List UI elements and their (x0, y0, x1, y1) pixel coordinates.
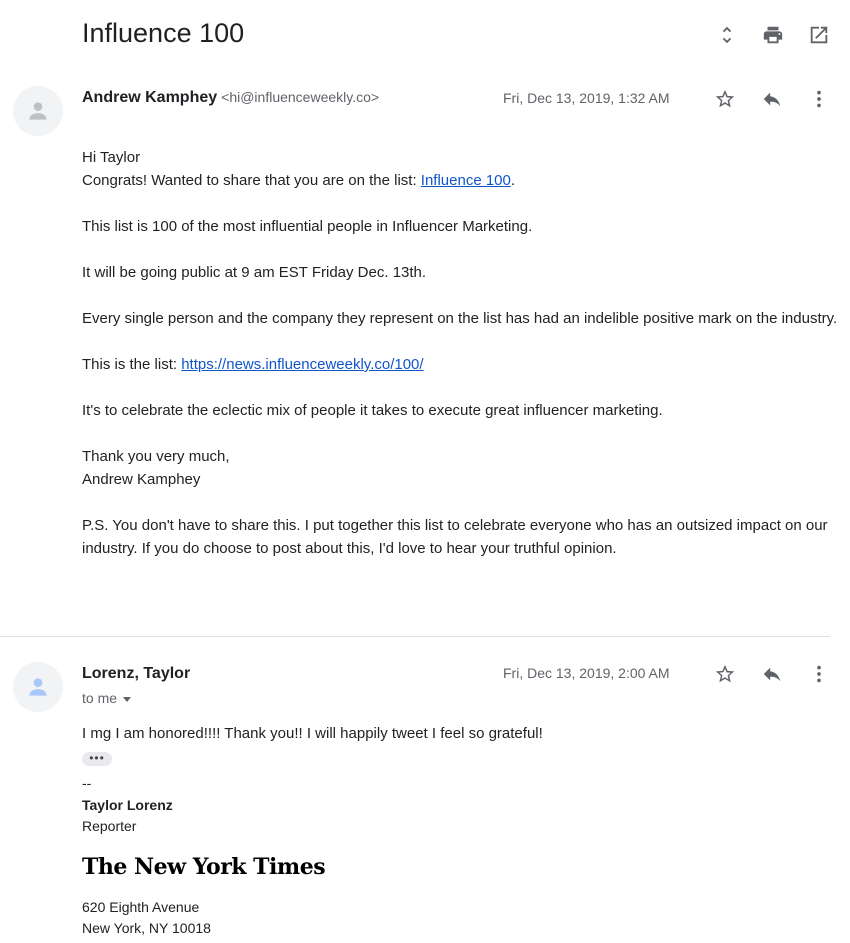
print-icon[interactable] (760, 22, 786, 48)
message-actions (712, 86, 832, 112)
signature-title: Reporter (82, 818, 137, 834)
body-text: This is the list: (82, 356, 182, 373)
expand-collapse-icon[interactable] (714, 22, 740, 48)
closing: Thank you very much, (82, 448, 230, 465)
message-actions (712, 661, 832, 687)
person-icon (25, 98, 51, 124)
person-icon (25, 674, 51, 700)
influence-100-link[interactable]: Influence 100 (420, 172, 511, 189)
chevron-down-icon[interactable] (123, 697, 131, 702)
message-date: Fri, Dec 13, 2019, 2:00 AM (503, 665, 670, 681)
body-line (82, 353, 842, 376)
postscript: P.S. You don't have to share this. I put together this list to celebrate everyone who has an outsized impact on our industry. If you do choose to post about this, I'd love to hear your truthful opinion. (82, 517, 828, 557)
recipient-label: to me (82, 690, 118, 706)
body-line (82, 169, 842, 192)
body-paragraph: It will be going public at 9 am EST Friday Dec. 13th. (82, 264, 427, 281)
body-text: Congrats! Wanted to share that you are on the list: (82, 172, 421, 189)
open-new-window-icon[interactable] (806, 22, 832, 48)
sender-name[interactable]: Lorenz, Taylor (82, 665, 191, 682)
recipient-details[interactable] (82, 690, 131, 706)
body-paragraph: Every single person and the company they represent on the list has had an indelible positive mark on the industry. (82, 310, 838, 327)
show-trimmed-content-button[interactable]: ••• (82, 752, 112, 766)
signature-name: Taylor Lorenz (82, 797, 173, 813)
sender-name[interactable] (82, 89, 379, 107)
body-text: . (510, 172, 516, 189)
email-subject: Influence 100 (82, 18, 245, 48)
sender-email: <hi@influenceweekly.co> (221, 89, 380, 105)
avatar (13, 662, 63, 712)
reply-icon[interactable] (759, 661, 785, 687)
nyt-logo: The New York Times (82, 854, 326, 880)
body-paragraph: It's to celebrate the eclectic mix of people it takes to execute great influencer marketing. (82, 402, 663, 419)
greeting: Hi Taylor (82, 149, 141, 166)
message-body (82, 146, 842, 560)
sender-name-label: Andrew Kamphey (82, 89, 218, 106)
signature-address-line: New York, NY 10018 (82, 920, 211, 936)
avatar (13, 86, 63, 136)
reply-icon[interactable] (759, 86, 785, 112)
signature-address-line: 620 Eighth Avenue (82, 899, 200, 915)
star-icon[interactable] (712, 86, 738, 112)
list-url-link[interactable]: https://news.influenceweekly.co/100/ (181, 356, 424, 373)
signature-dash: -- (82, 775, 92, 791)
message-divider (0, 636, 830, 637)
message-date: Fri, Dec 13, 2019, 1:32 AM (503, 90, 670, 106)
more-options-icon[interactable] (806, 661, 832, 687)
more-options-icon[interactable] (806, 86, 832, 112)
thread-toolbar (714, 22, 832, 48)
signoff: Andrew Kamphey (82, 471, 201, 488)
reply-body: I mg I am honored!!!! Thank you!! I will happily tweet I feel so grateful! (82, 725, 543, 742)
star-icon[interactable] (712, 661, 738, 687)
body-paragraph: This list is 100 of the most influential people in Influencer Marketing. (82, 218, 533, 235)
